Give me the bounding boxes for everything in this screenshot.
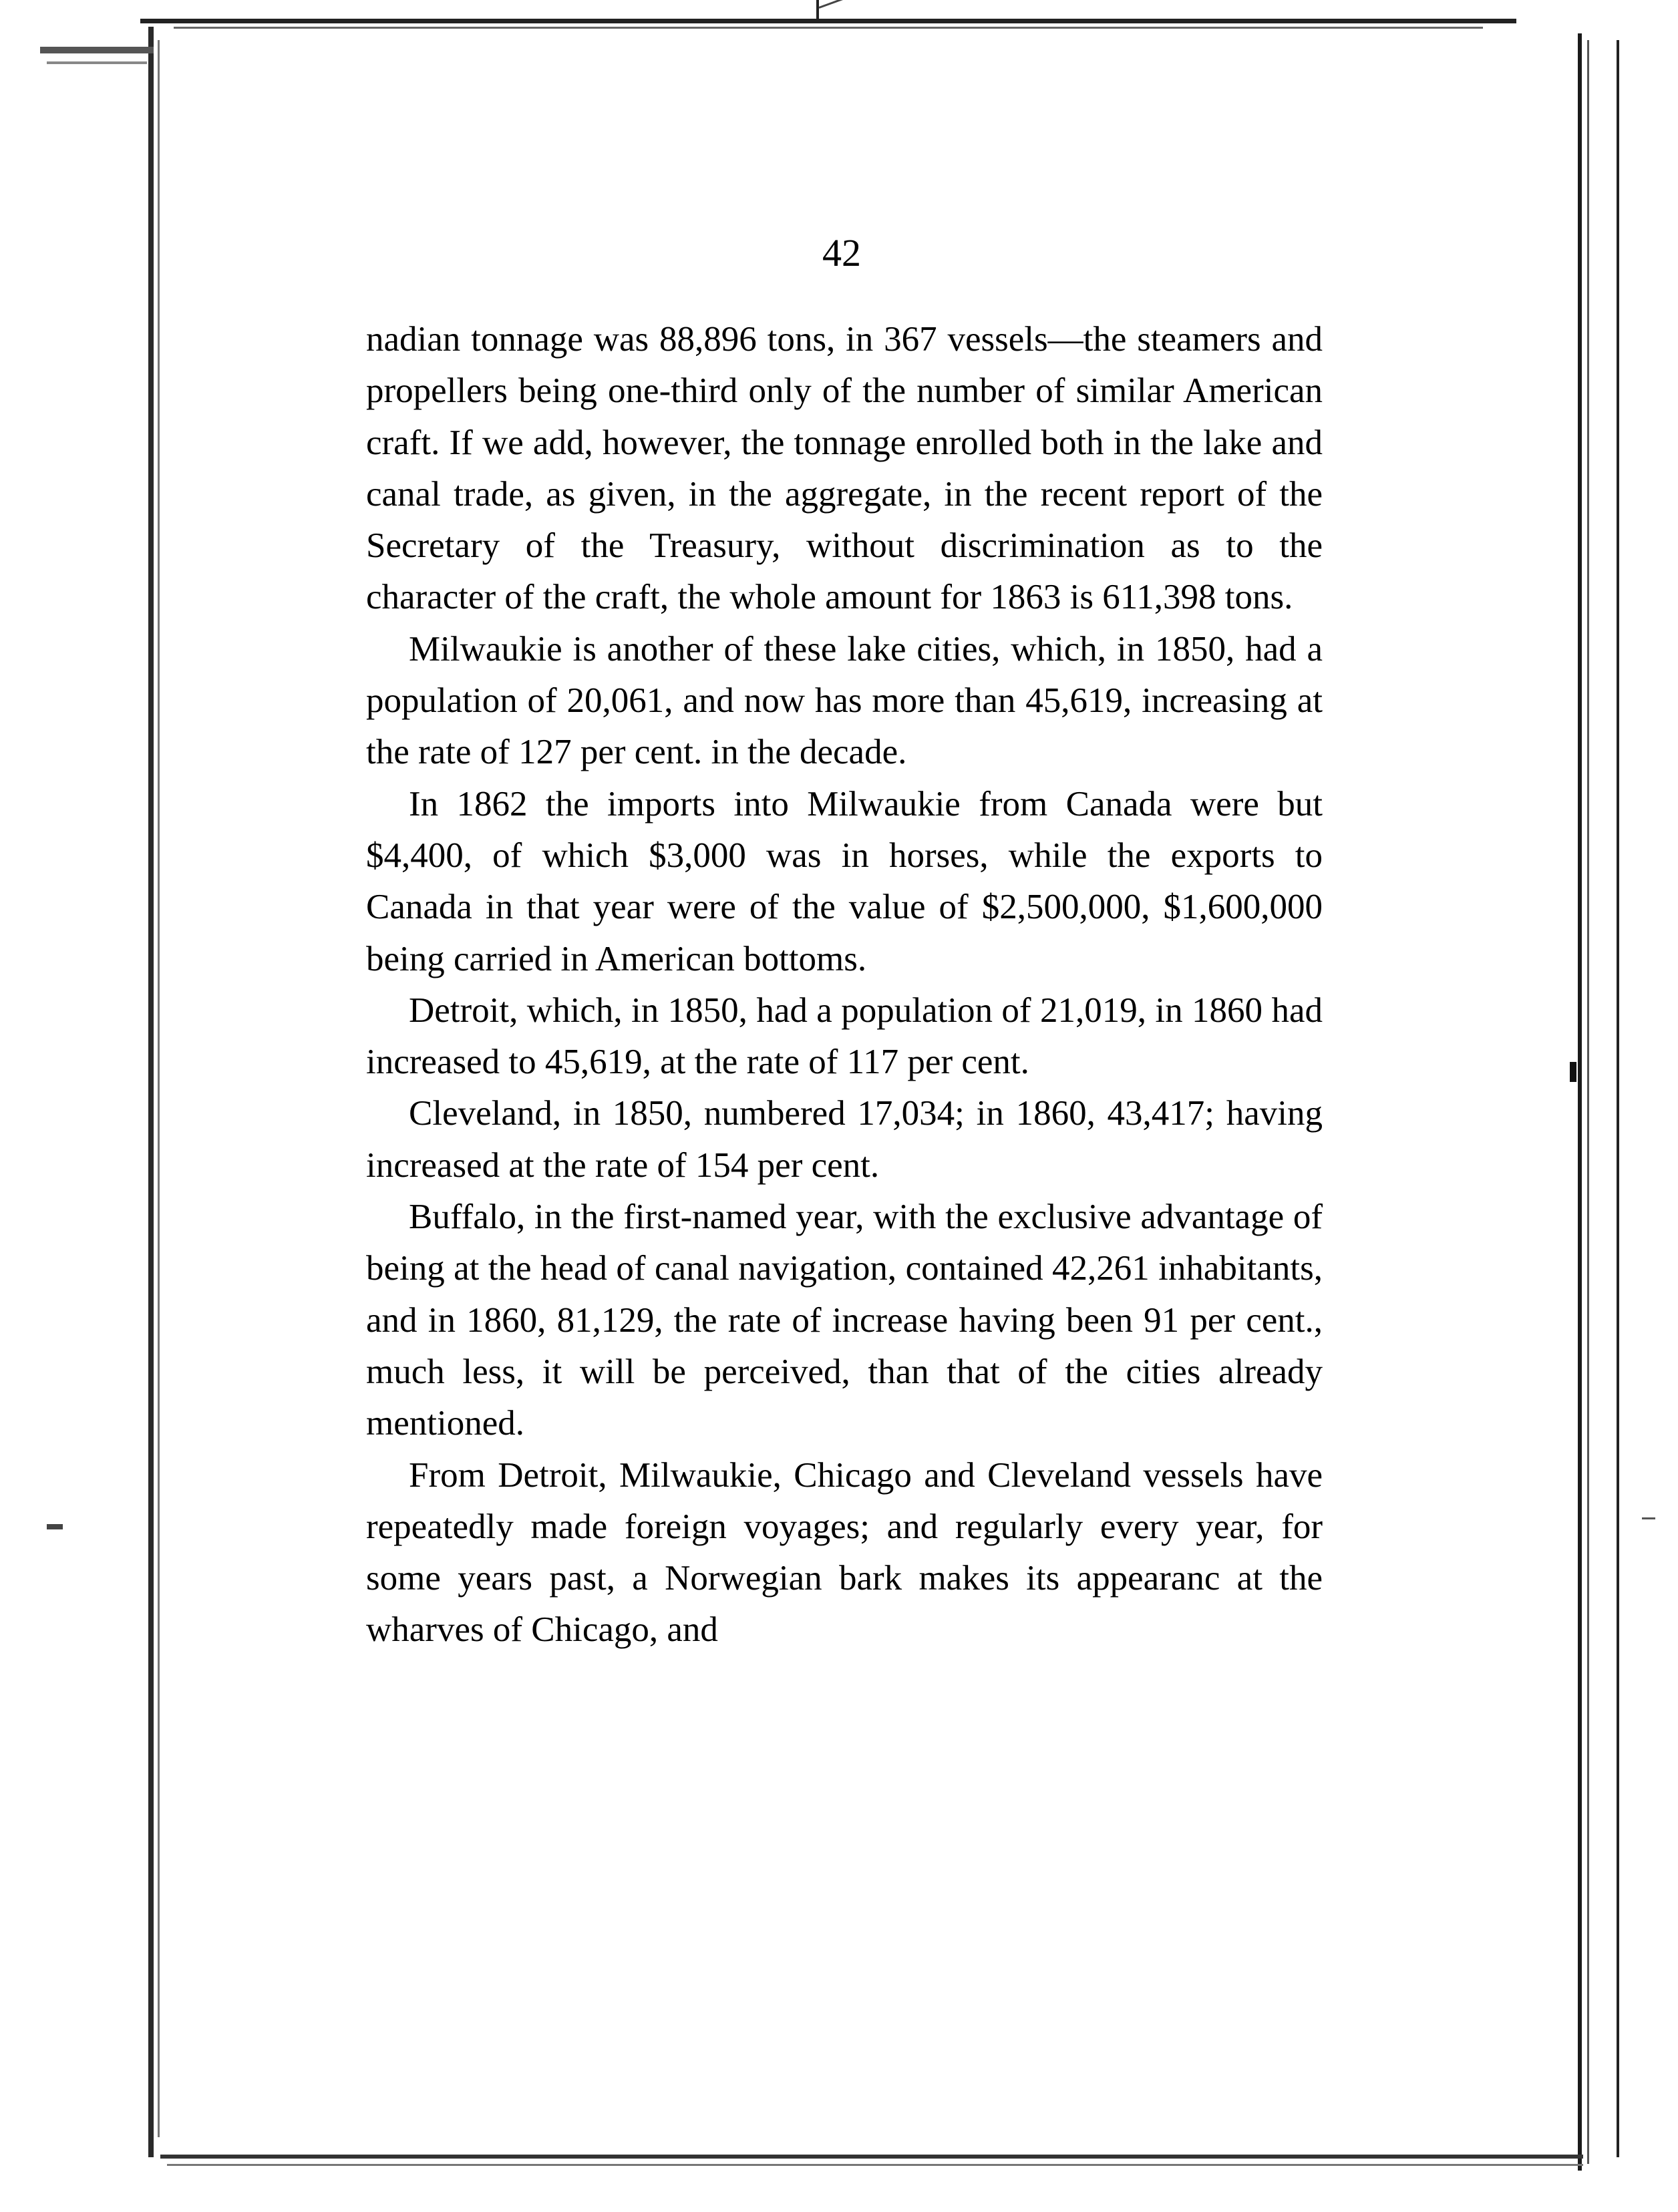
paragraph-6: Buffalo, in the first-named year, with the exclusive advantage of being at the head of canal navigation, contained 42,261 inhabitants, and in 1860, 81,129, the rate of increase having been 91 per cent., much less, it will be perceived, than that of the cities already mentioned. xyxy=(366,1197,1323,1443)
page-number: 42 xyxy=(822,231,861,274)
paragraph-2: Milwaukie is another of these lake cities, which, in 1850, had a population of 20,061, and now has more than 45,619, increasing at the rate of 127 per cent. in the decade. xyxy=(366,629,1323,772)
paragraph-4: Detroit, which, in 1850, had a population of 21,019, in 1860 had increased to 45,619, at the rate of 117 per cent. xyxy=(366,990,1323,1082)
page-edge-right xyxy=(1578,33,1582,2171)
page-edge-top xyxy=(140,19,1516,23)
scan-mark-top xyxy=(816,0,819,20)
scan-mark-top-2 xyxy=(818,0,856,9)
page-edge-top-inner xyxy=(174,27,1483,29)
binding-edge-mark xyxy=(40,47,154,53)
paragraph-1: nadian tonnage was 88,896 tons, in 367 vessels—the steamers and propellers being one-third only of the number of similar American craft. If we add, however, the tonnage enrolled both in the lake and canal trade, as given, in the aggregate, in the recent report of the Secretary of the Treasury, without discrimination as to the character of the craft, the whole amount for 1863 is 611,398 tons. xyxy=(366,320,1323,617)
page-edge-bottom-inner xyxy=(167,2164,1583,2166)
page-edge-left-inner xyxy=(158,40,160,2137)
page-edge-bottom xyxy=(160,2155,1583,2159)
scan-mark-left xyxy=(47,1524,63,1529)
page-edge-right-inner xyxy=(1587,40,1589,2164)
binding-edge-mark-2 xyxy=(47,61,147,64)
paragraph-5: Cleveland, in 1850, numbered 17,034; in 1860, 43,417; having increased at the rate of 154 per cent. xyxy=(366,1094,1323,1185)
paragraph-7: From Detroit, Milwaukie, Chicago and Cleveland vessels have repeatedly made foreign voyages; and regularly every year, for some years past, a Norwegian bark makes its appearanc at the wharves of Chicago, and xyxy=(366,1455,1323,1650)
paragraph-3: In 1862 the imports into Milwaukie from Canada were but $4,400, of which $3,000 was in horses, while the exports to Canada in that year were of the value of $2,500,000, $1,600,000 being carried in American bottoms. xyxy=(366,784,1323,978)
page-edge-right-outer xyxy=(1617,40,1619,2157)
page-edge-left xyxy=(148,27,154,2157)
scan-mark-right-notch xyxy=(1570,1062,1576,1082)
scan-mark-right xyxy=(1642,1517,1655,1519)
body-text xyxy=(366,314,1323,1656)
